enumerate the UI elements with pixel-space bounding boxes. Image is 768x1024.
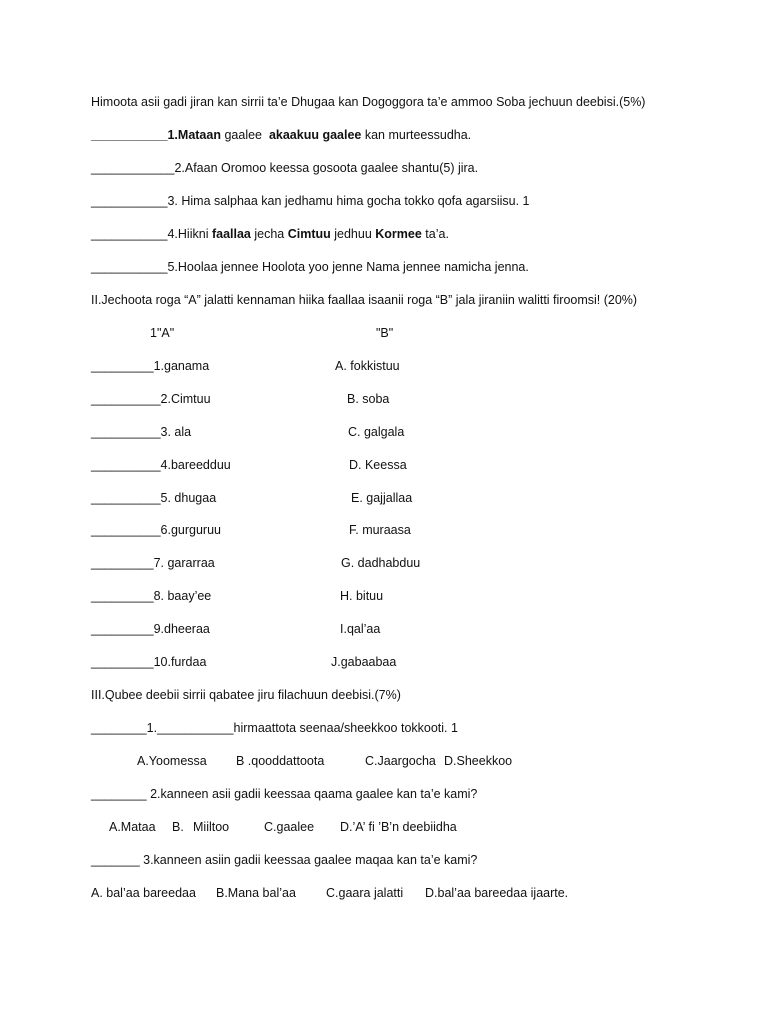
column-b-item: G. dadhabduu (341, 556, 421, 570)
column-a-item: 10.furdaa (153, 655, 207, 669)
option-b: B .qooddattoota (236, 754, 325, 768)
question-bold-term: faallaa (211, 227, 251, 241)
section3-question-1: ________1.___________hirmaattota seenaa/sheekkoo tokkooti. 1 (91, 721, 458, 735)
answer-blank: ___________ (91, 194, 168, 208)
question-text: kan murteessudha. (361, 128, 472, 142)
question-text: 5.Hoolaa jennee Hoolota yoo jenne Nama jennee namicha jenna. (167, 260, 529, 274)
column-a-item: 5. dhugaa (160, 491, 217, 505)
column-b-item: B. soba (347, 392, 390, 406)
question-bold-term: Kormee (375, 227, 422, 241)
answer-blank: __________ (91, 523, 161, 537)
section1-question-2 (91, 160, 478, 176)
column-a-item: 9.dheeraa (153, 622, 210, 636)
column-b-item: E. gajjallaa (351, 491, 413, 505)
section1-heading: Himoota asii gadi jiran kan sirrii ta’e Dhugaa kan Dogoggora ta’e ammoo Soba jechuun deebisi.(5%) (91, 95, 646, 109)
column-b-item: C. galgala (348, 425, 405, 439)
answer-blank: ___________ (91, 260, 168, 274)
matching-row (91, 391, 211, 407)
option-b: B.Mana bal’aa (216, 886, 296, 900)
option-a: A. bal’aa bareedaa (91, 886, 196, 900)
answer-blank: __________ (91, 392, 161, 406)
answer-blank: __________ (91, 458, 161, 472)
question-bold-term: akaakuu gaalee (268, 128, 362, 142)
column-a-item: 1.ganama (153, 359, 210, 373)
option-b-text: Miiltoo (193, 820, 230, 834)
column-a-item: 3. ala (160, 425, 192, 439)
answer-blank: ___________ (91, 227, 168, 241)
option-d: D.bal’aa bareedaa ijaarte. (425, 886, 569, 900)
option-a: A.Yoomessa (137, 754, 207, 768)
question-bold-term: Cimtuu (287, 227, 331, 241)
matching-row (91, 457, 231, 473)
answer-blank: _________ (91, 556, 154, 570)
matching-row (91, 490, 216, 506)
column-a-item: 6.gurguruu (160, 523, 221, 537)
question-text: 3. Hima salphaa kan jedhamu hima gocha tokko qofa agarsiisu. 1 (167, 194, 530, 208)
question-text: jecha (250, 227, 288, 241)
section1-question-5 (91, 259, 529, 275)
column-a-item: 8. baay’ee (153, 589, 212, 603)
option-c: C.Jaargocha (365, 754, 436, 768)
section2-heading: II.Jechoota roga “A” jalatti kennaman hiika faallaa isaanii roga “B” jala jiraniin walitti firoomsi! (20%) (91, 293, 638, 307)
answer-blank: __________ (91, 491, 161, 505)
column-b-item: F. muraasa (349, 523, 411, 537)
matching-row (91, 621, 210, 637)
section3-question-3: _______ 3.kanneen asiin gadii keessaa gaalee maqaa kan ta’e kami? (91, 853, 478, 867)
column-b-item: J.gabaabaa (331, 655, 397, 669)
answer-blank: _________ (91, 359, 154, 373)
column-b-header: "B" (376, 326, 394, 340)
question-text: gaalee (220, 128, 269, 142)
section1-question-4 (91, 226, 449, 242)
column-a-item: 7. gararraa (153, 556, 215, 570)
matching-row (91, 424, 191, 440)
answer-blank: _________ (91, 655, 154, 669)
section3-question-2: ________ 2.kanneen asii gadii keessaa qaama gaalee kan ta’e kami? (91, 787, 478, 801)
question-num-word: 1.Mataan (167, 128, 221, 142)
question-text: 2.Afaan Oromoo keessa gosoota gaalee shantu(5) jira. (174, 161, 479, 175)
question-text: 4.Hiikni (167, 227, 212, 241)
matching-row (91, 588, 211, 604)
column-a-item: 2.Cimtuu (160, 392, 211, 406)
option-d: D.’A’ fi ’B’n deebiidha (340, 820, 457, 834)
answer-blank: _________ (91, 589, 154, 603)
column-b-item: H. bituu (340, 589, 384, 603)
question-text: ta’a. (421, 227, 449, 241)
matching-row (91, 654, 206, 670)
option-b: B. (172, 820, 184, 834)
column-a-item: 4.bareedduu (160, 458, 231, 472)
question-text: jedhuu (330, 227, 376, 241)
answer-blank: ____________ (91, 161, 175, 175)
option-c: C.gaara jalatti (326, 886, 404, 900)
matching-row (91, 358, 209, 374)
column-b-item: A. fokkistuu (335, 359, 400, 373)
answer-blank: __________ (91, 425, 161, 439)
answer-blank: ___________ (91, 128, 168, 142)
section1-question-3 (91, 193, 530, 209)
matching-row (91, 522, 221, 538)
column-b-item: D. Keessa (349, 458, 407, 472)
option-c: C.gaalee (264, 820, 315, 834)
section1-question-1 (91, 127, 471, 143)
matching-row (91, 555, 215, 571)
column-a-header: 1"A" (150, 326, 175, 340)
section3-heading: III.Qubee deebii sirrii qabatee jiru filachuun deebisi.(7%) (91, 688, 401, 702)
column-b-item: I.qal’aa (340, 622, 381, 636)
option-d: D.Sheekkoo (444, 754, 513, 768)
answer-blank: _________ (91, 622, 154, 636)
option-a: A.Mataa (109, 820, 156, 834)
